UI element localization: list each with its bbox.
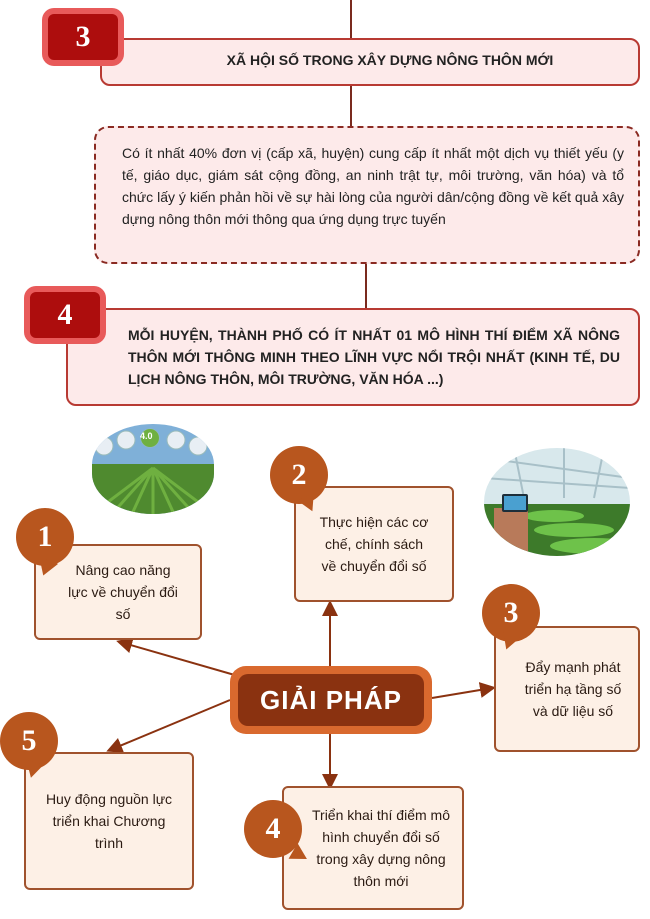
solution-5-text: Huy động nguồn lực triển khai Chương trình <box>45 791 173 851</box>
solution-2-number-bubble <box>270 446 328 504</box>
solution-4-box <box>282 786 464 910</box>
solution-1-number-bubble <box>16 508 74 566</box>
step-3-number: 3 <box>48 14 118 60</box>
solution-2-number: 2 <box>291 458 307 491</box>
solution-1-number: 1 <box>37 520 53 553</box>
step-3-title: XÃ HỘI SỐ TRONG XÂY DỰNG NÔNG THÔN MỚI <box>226 52 554 68</box>
solution-4-number: 4 <box>265 812 281 845</box>
step-4-number: 4 <box>30 292 100 338</box>
solution-1-text: Nâng cao năng lực về chuyển đổi số <box>68 562 178 622</box>
criteria-text: Có ít nhất 40% đơn vị (cấp xã, huyện) cung cấp ít nhất một dịch vụ thiết yếu (y tế, giáo dục, giám sát cộng đồng, an ninh trật tự, môi trường, văn hóa) và tổ chức lấy ý kiến phản hồi về sự hài lòng của người dân/cộng đồng về kết quả xây dựng nông thôn mới thông qua ứng dụng trực tuyến <box>122 145 624 227</box>
solution-5-box <box>24 752 194 890</box>
solution-3-text: Đẩy mạnh phát triển hạ tầng số và dữ liệu số <box>524 659 622 719</box>
industry-4-0-label: 4.0 <box>140 431 153 441</box>
solutions-center-node <box>230 666 432 734</box>
step-4-title: MỖI HUYỆN, THÀNH PHỐ CÓ ÍT NHẤT 01 MÔ HÌNH THÍ ĐIỂM XÃ NÔNG THÔN MỚI THÔNG MINH THEO LĨNH VỰC NỔI TRỘI NHẤT (KINH TẾ, DU LỊCH NÔNG THÔN, MÔI TRƯỜNG, VĂN HÓA ...) <box>128 327 620 387</box>
solution-5-number: 5 <box>21 724 37 757</box>
solution-2-text: Thực hiện các cơ chế, chính sách về chuyển đổi số <box>319 514 429 574</box>
solution-4-text: Triển khai thí điểm mô hình chuyển đổi số trong xây dựng nông thôn mới <box>312 807 450 889</box>
solution-3-number: 3 <box>503 596 519 629</box>
solutions-center-label: GIẢI PHÁP <box>238 674 424 726</box>
